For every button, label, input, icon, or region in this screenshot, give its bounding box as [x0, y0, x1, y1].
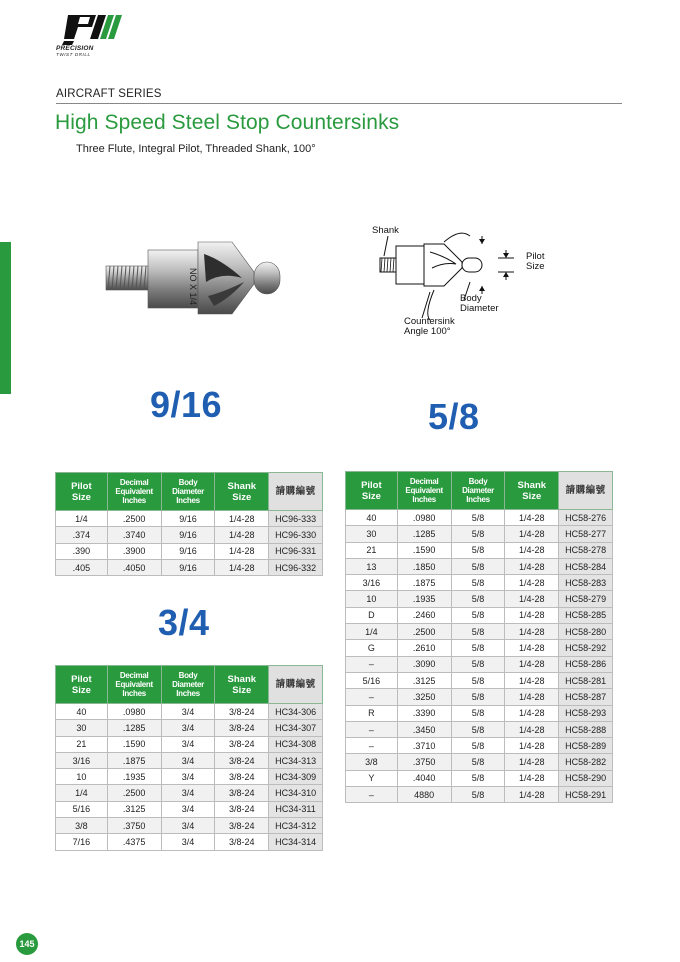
decimal-equivalent-cell: .3750 [397, 754, 451, 770]
body-diameter-cell: 5/8 [451, 689, 505, 705]
pilot-size-cell: – [346, 721, 398, 737]
shank-size-cell: 1/4-28 [505, 640, 559, 656]
table-row [346, 640, 613, 656]
order-number-cell: HC58-280 [559, 624, 613, 640]
pilot-size-cell: 13 [346, 558, 398, 574]
order-number-cell: HC58-282 [559, 754, 613, 770]
table-row [56, 527, 323, 543]
order-number-cell: HC58-286 [559, 656, 613, 672]
decimal-equivalent-cell: .1935 [397, 591, 451, 607]
shank-size-cell: 3/8-24 [215, 704, 269, 720]
table-row [56, 785, 323, 801]
body-diameter-cell: 9/16 [161, 511, 215, 527]
column-header-line: Size [71, 491, 91, 503]
table-row [346, 510, 613, 526]
decimal-equivalent-cell: .2500 [397, 624, 451, 640]
shank-size-cell: 1/4-28 [505, 656, 559, 672]
pilot-size-cell: – [346, 787, 398, 803]
column-header-line: Size [71, 684, 91, 696]
body-diameter-cell: 3/4 [161, 785, 215, 801]
table-row [346, 591, 613, 607]
brand-tagline: TWIST DRILL [56, 52, 91, 57]
decimal-equivalent-cell: .3125 [397, 672, 451, 688]
pilot-size-cell: 21 [346, 542, 398, 558]
pilot-size-cell: 3/16 [346, 575, 398, 591]
size-heading-3-4: 3/4 [158, 602, 210, 643]
shank-size-cell: 3/8-24 [215, 834, 269, 850]
column-header-shank-size [505, 472, 559, 510]
body-diameter-cell: 5/8 [451, 575, 505, 591]
shank-size-cell: 1/4-28 [505, 754, 559, 770]
pilot-size-cell: 5/16 [346, 672, 398, 688]
body-diameter-cell: 3/4 [161, 704, 215, 720]
shank-size-cell: 1/4-28 [505, 558, 559, 574]
order-number-cell: HC58-284 [559, 558, 613, 574]
order-number-cell: HC34-310 [269, 785, 323, 801]
column-header-line: Inches [176, 496, 200, 505]
column-header-body-diameter [161, 666, 215, 704]
order-number-cell: HC34-307 [269, 720, 323, 736]
pilot-size-cell: R [346, 705, 398, 721]
column-header-decimal-equivalent [397, 472, 451, 510]
table-row [346, 689, 613, 705]
body-diameter-cell: 5/8 [451, 558, 505, 574]
order-number-cell: HC96-332 [269, 559, 323, 575]
decimal-equivalent-cell: .4040 [397, 770, 451, 786]
pilot-size-cell: 1/4 [346, 624, 398, 640]
column-header-line: Size [361, 490, 381, 502]
pilot-size-cell: Y [346, 770, 398, 786]
size-heading-9-16: 9/16 [150, 384, 223, 425]
pilot-size-cell: 1/4 [56, 511, 108, 527]
column-header-line: Pilot [361, 479, 382, 491]
body-diameter-cell: 3/4 [161, 801, 215, 817]
column-header-line: Shank [227, 673, 257, 685]
pilot-size-cell: 3/8 [346, 754, 398, 770]
header-divider [56, 103, 622, 104]
shank-size-cell: 1/4-28 [505, 526, 559, 542]
body-diameter-cell: 5/8 [451, 526, 505, 542]
table-row [56, 511, 323, 527]
column-header-line: Pilot [71, 480, 92, 492]
column-header-decimal-equivalent [107, 473, 161, 511]
table-row [56, 720, 323, 736]
column-header-line: Diameter [172, 487, 204, 496]
body-diameter-cell: 5/8 [451, 787, 505, 803]
order-number-cell: HC34-314 [269, 834, 323, 850]
order-number-cell: HC96-331 [269, 543, 323, 559]
shank-size-cell: 1/4-28 [505, 721, 559, 737]
pilot-size-cell: G [346, 640, 398, 656]
column-header-line: Pilot [71, 673, 92, 685]
body-diameter-cell: 5/8 [451, 640, 505, 656]
table-row [56, 704, 323, 720]
shank-size-cell: 1/4-28 [505, 705, 559, 721]
photo-engraving: NO X 1/4 [188, 268, 198, 306]
decimal-equivalent-cell: .2500 [107, 511, 161, 527]
table-row [346, 672, 613, 688]
pilot-size-cell: 7/16 [56, 834, 108, 850]
body-diameter-cell: 5/8 [451, 738, 505, 754]
column-header-line: Body [178, 671, 198, 680]
column-header-line: Equivalent [115, 487, 153, 496]
shank-size-cell: 1/4-28 [505, 510, 559, 526]
order-number-cell: HC96-330 [269, 527, 323, 543]
column-header-line: Size [232, 491, 252, 503]
table-row [56, 801, 323, 817]
decimal-equivalent-cell: .3740 [107, 527, 161, 543]
column-header-order-number: 請購編號 [269, 473, 323, 511]
column-header-decimal-equivalent [107, 666, 161, 704]
column-header-pilot-size [346, 472, 398, 510]
column-header-line: Size [232, 684, 252, 696]
shank-size-cell: 1/4-28 [505, 672, 559, 688]
pilot-size-cell: D [346, 607, 398, 623]
shank-size-cell: 1/4-28 [505, 770, 559, 786]
body-diameter-cell: 5/8 [451, 542, 505, 558]
decimal-equivalent-cell: .3390 [397, 705, 451, 721]
body-diameter-cell: 5/8 [451, 624, 505, 640]
order-number-cell: HC58-279 [559, 591, 613, 607]
side-accent-bar [0, 242, 11, 394]
table-row [346, 721, 613, 737]
spec-table-3-4 [55, 665, 323, 851]
order-number-cell: HC58-283 [559, 575, 613, 591]
spec-table-9-16 [55, 472, 323, 576]
shank-size-cell: 1/4-28 [215, 543, 269, 559]
decimal-equivalent-cell: .1875 [397, 575, 451, 591]
shank-size-cell: 1/4-28 [505, 591, 559, 607]
diagram-shank-label: Shank [372, 225, 399, 236]
column-header-line: Decimal [119, 478, 149, 487]
pilot-size-cell: 3/16 [56, 752, 108, 768]
order-number-cell: HC58-285 [559, 607, 613, 623]
decimal-equivalent-cell: .1590 [397, 542, 451, 558]
decimal-equivalent-cell: 4880 [397, 787, 451, 803]
table-row [56, 736, 323, 752]
pilot-size-cell: .405 [56, 559, 108, 575]
column-header-line: Body [178, 478, 198, 487]
decimal-equivalent-cell: .0980 [107, 704, 161, 720]
pilot-size-cell: .390 [56, 543, 108, 559]
table-row [56, 752, 323, 768]
countersink-photo [104, 232, 294, 322]
shank-size-cell: 1/4-28 [505, 787, 559, 803]
pilot-size-cell: 3/8 [56, 818, 108, 834]
body-diameter-cell: 3/4 [161, 769, 215, 785]
shank-size-cell: 1/4-28 [505, 624, 559, 640]
column-header-shank-size [215, 473, 269, 511]
order-number-cell: HC58-290 [559, 770, 613, 786]
order-number-cell: HC58-289 [559, 738, 613, 754]
column-header-line: Body [468, 477, 488, 486]
table-row [56, 543, 323, 559]
table-row [346, 787, 613, 803]
shank-size-cell: 3/8-24 [215, 720, 269, 736]
pilot-size-cell: – [346, 656, 398, 672]
decimal-equivalent-cell: .0980 [397, 510, 451, 526]
shank-size-cell: 1/4-28 [505, 575, 559, 591]
shank-size-cell: 1/4-28 [215, 527, 269, 543]
order-number-cell: HC34-311 [269, 801, 323, 817]
column-header-line: Shank [517, 479, 547, 491]
order-number-cell: HC58-292 [559, 640, 613, 656]
column-header-line: Equivalent [405, 486, 443, 495]
order-number-cell: HC58-291 [559, 787, 613, 803]
pilot-size-cell: 1/4 [56, 785, 108, 801]
table-row [346, 558, 613, 574]
shank-size-cell: 3/8-24 [215, 769, 269, 785]
decimal-equivalent-cell: .3125 [107, 801, 161, 817]
decimal-equivalent-cell: .4050 [107, 559, 161, 575]
body-diameter-cell: 5/8 [451, 510, 505, 526]
order-number-cell: HC58-293 [559, 705, 613, 721]
body-diameter-cell: 3/4 [161, 720, 215, 736]
pilot-size-cell: .374 [56, 527, 108, 543]
series-label: AIRCRAFT SERIES [56, 88, 162, 100]
decimal-equivalent-cell: .2610 [397, 640, 451, 656]
diagram-pilot-label: Pilot Size [526, 251, 545, 272]
pilot-size-cell: 5/16 [56, 801, 108, 817]
shank-size-cell: 3/8-24 [215, 818, 269, 834]
decimal-equivalent-cell: .3450 [397, 721, 451, 737]
decimal-equivalent-cell: .1590 [107, 736, 161, 752]
table-row [56, 818, 323, 834]
pilot-size-cell: 40 [346, 510, 398, 526]
body-diameter-cell: 9/16 [161, 543, 215, 559]
decimal-equivalent-cell: .1935 [107, 769, 161, 785]
page-title: High Speed Steel Stop Countersinks [55, 111, 400, 134]
shank-size-cell: 3/8-24 [215, 785, 269, 801]
order-number-cell: HC34-308 [269, 736, 323, 752]
table-row [346, 624, 613, 640]
column-header-line: Inches [122, 689, 146, 698]
shank-size-cell: 3/8-24 [215, 752, 269, 768]
shank-size-cell: 1/4-28 [215, 511, 269, 527]
order-number-cell: HC58-287 [559, 689, 613, 705]
order-number-cell: HC58-288 [559, 721, 613, 737]
table-row [346, 542, 613, 558]
column-header-line: Diameter [462, 486, 494, 495]
order-number-cell: HC34-313 [269, 752, 323, 768]
decimal-equivalent-cell: .2500 [107, 785, 161, 801]
table-row [346, 656, 613, 672]
column-header-order-number: 請購編號 [559, 472, 613, 510]
decimal-equivalent-cell: .1875 [107, 752, 161, 768]
body-diameter-cell: 5/8 [451, 607, 505, 623]
body-diameter-cell: 5/8 [451, 705, 505, 721]
body-diameter-cell: 3/4 [161, 736, 215, 752]
decimal-equivalent-cell: .4375 [107, 834, 161, 850]
column-header-line: Shank [227, 480, 257, 492]
table-row [346, 754, 613, 770]
table-row [346, 575, 613, 591]
page-subtitle: Three Flute, Integral Pilot, Threaded Shank, 100° [76, 143, 316, 155]
column-header-pilot-size [56, 473, 108, 511]
page-number: 145 [16, 933, 38, 955]
decimal-equivalent-cell: .1850 [397, 558, 451, 574]
column-header-line: Inches [122, 496, 146, 505]
order-number-cell: HC58-276 [559, 510, 613, 526]
pilot-size-cell: 40 [56, 704, 108, 720]
body-diameter-cell: 5/8 [451, 672, 505, 688]
diagram-body-label: Body Diameter [460, 293, 499, 314]
decimal-equivalent-cell: .3750 [107, 818, 161, 834]
decimal-equivalent-cell: .1285 [397, 526, 451, 542]
order-number-cell: HC96-333 [269, 511, 323, 527]
pilot-size-cell: 10 [56, 769, 108, 785]
body-diameter-cell: 5/8 [451, 721, 505, 737]
table-row [56, 559, 323, 575]
column-header-line: Equivalent [115, 680, 153, 689]
shank-size-cell: 1/4-28 [505, 738, 559, 754]
column-header-line: Diameter [172, 680, 204, 689]
pilot-size-cell: 30 [346, 526, 398, 542]
body-diameter-cell: 5/8 [451, 770, 505, 786]
decimal-equivalent-cell: .3900 [107, 543, 161, 559]
column-header-line: Inches [412, 495, 436, 504]
table-row [56, 769, 323, 785]
shank-size-cell: 1/4-28 [215, 559, 269, 575]
table-row [346, 526, 613, 542]
pilot-size-cell: – [346, 738, 398, 754]
body-diameter-cell: 3/4 [161, 818, 215, 834]
pilot-size-cell: 21 [56, 736, 108, 752]
table-row [346, 607, 613, 623]
column-header-line: Inches [176, 689, 200, 698]
body-diameter-cell: 9/16 [161, 527, 215, 543]
order-number-cell: HC34-312 [269, 818, 323, 834]
decimal-equivalent-cell: .3710 [397, 738, 451, 754]
order-number-cell: HC34-309 [269, 769, 323, 785]
pilot-size-cell: 10 [346, 591, 398, 607]
body-diameter-cell: 5/8 [451, 754, 505, 770]
diagram-countersink-label: Countersink Angle 100° [404, 316, 455, 337]
body-diameter-cell: 3/4 [161, 752, 215, 768]
column-header-line: Decimal [119, 671, 149, 680]
brand-name: PRECISION [56, 45, 94, 52]
body-diameter-cell: 5/8 [451, 591, 505, 607]
spec-table-5-8 [345, 471, 613, 803]
pilot-size-cell: – [346, 689, 398, 705]
shank-size-cell: 3/8-24 [215, 736, 269, 752]
body-diameter-cell: 9/16 [161, 559, 215, 575]
order-number-cell: HC58-277 [559, 526, 613, 542]
shank-size-cell: 1/4-28 [505, 607, 559, 623]
decimal-equivalent-cell: .2460 [397, 607, 451, 623]
column-header-line: Inches [466, 495, 490, 504]
table-row [346, 770, 613, 786]
decimal-equivalent-cell: .3090 [397, 656, 451, 672]
decimal-equivalent-cell: .3250 [397, 689, 451, 705]
shank-size-cell: 3/8-24 [215, 801, 269, 817]
size-heading-5-8: 5/8 [428, 396, 480, 437]
order-number-cell: HC58-281 [559, 672, 613, 688]
body-diameter-cell: 3/4 [161, 834, 215, 850]
table-row [346, 738, 613, 754]
order-number-cell: HC58-278 [559, 542, 613, 558]
column-header-pilot-size [56, 666, 108, 704]
order-number-cell: HC34-306 [269, 704, 323, 720]
column-header-shank-size [215, 666, 269, 704]
column-header-body-diameter [451, 472, 505, 510]
column-header-line: Decimal [409, 477, 439, 486]
pilot-size-cell: 30 [56, 720, 108, 736]
column-header-order-number: 請購編號 [269, 666, 323, 704]
decimal-equivalent-cell: .1285 [107, 720, 161, 736]
body-diameter-cell: 5/8 [451, 656, 505, 672]
table-row [56, 834, 323, 850]
column-header-body-diameter [161, 473, 215, 511]
column-header-line: Size [522, 490, 542, 502]
shank-size-cell: 1/4-28 [505, 542, 559, 558]
shank-size-cell: 1/4-28 [505, 689, 559, 705]
table-row [346, 705, 613, 721]
